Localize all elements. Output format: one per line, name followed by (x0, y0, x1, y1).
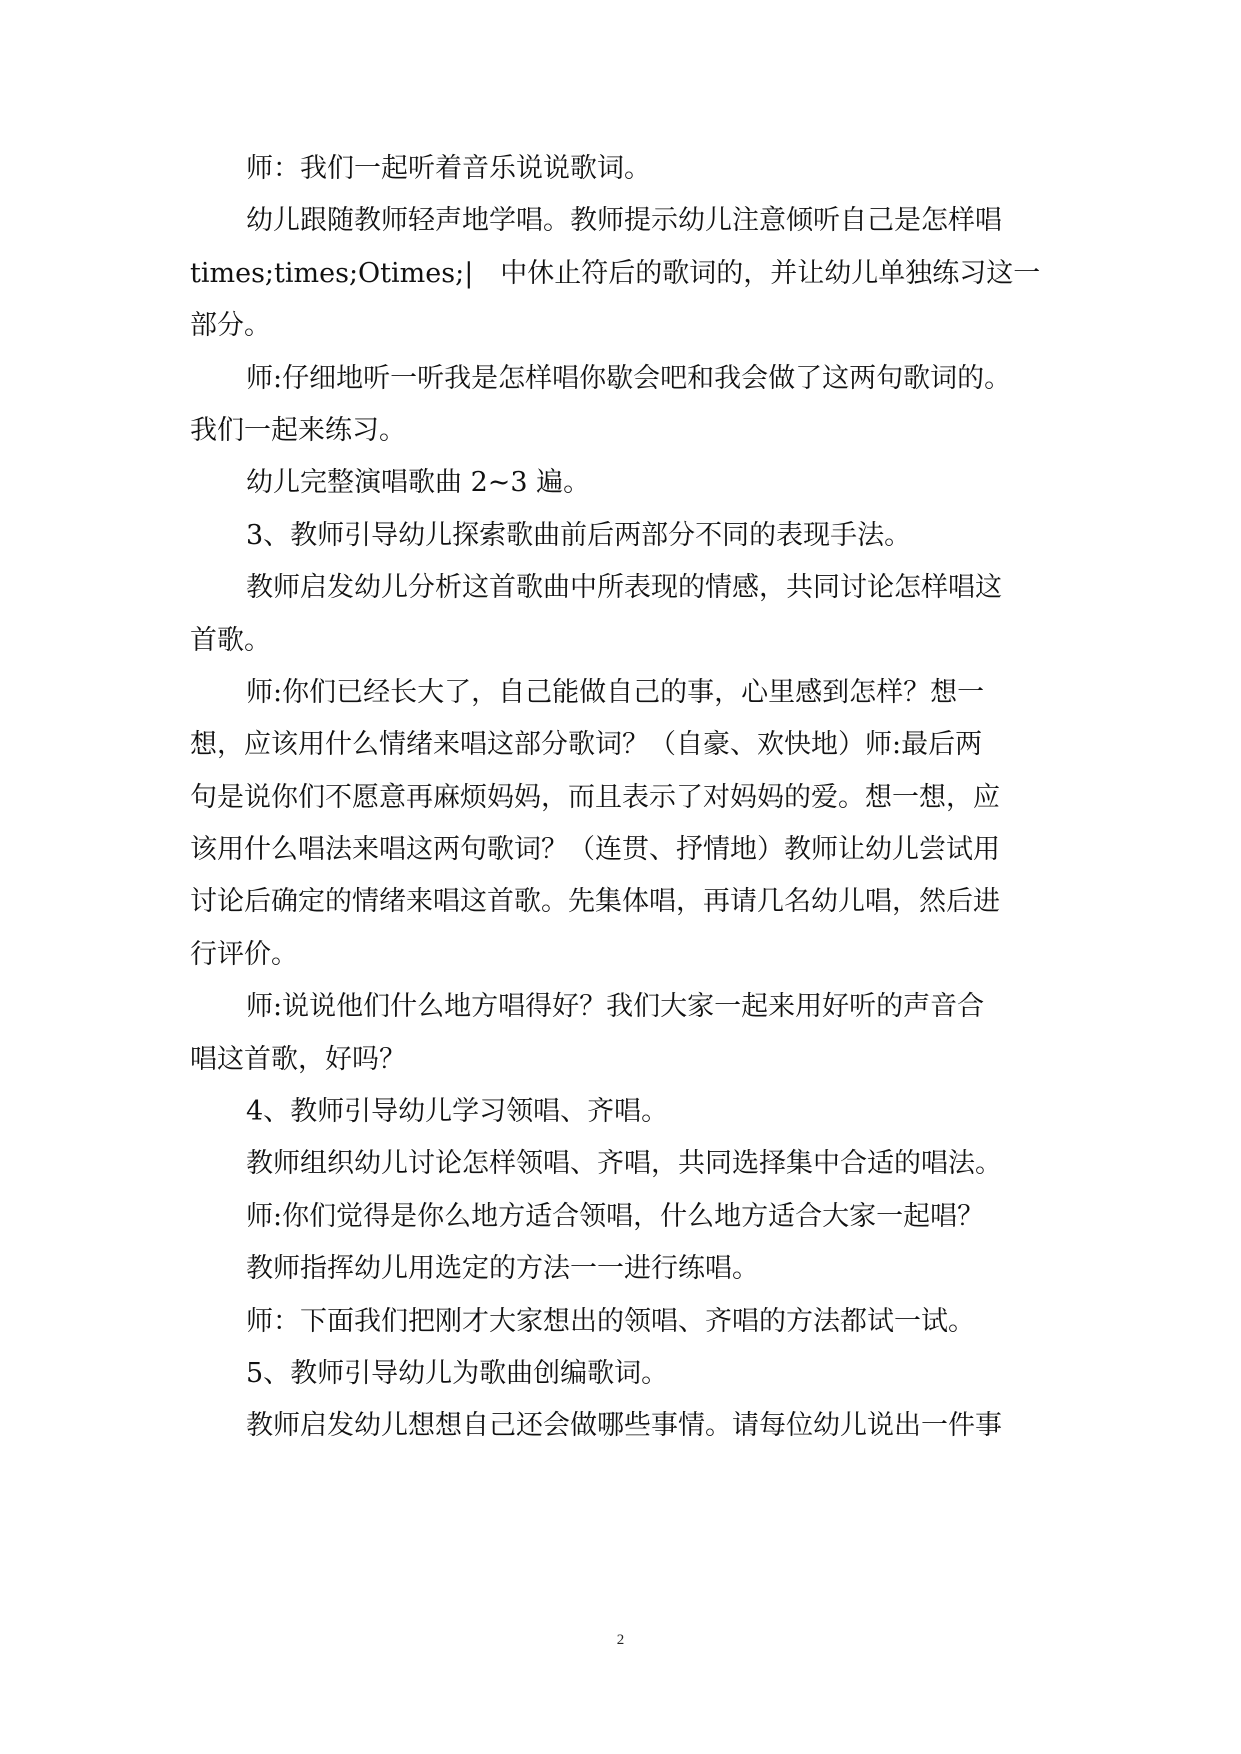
body-text (190, 143, 1050, 1453)
text-line: 行评价。 (190, 938, 298, 970)
text-line: 师:仔细地听一听我是怎样唱你歇会吧和我会做了这两句歌词的。 (246, 362, 1012, 394)
text-line: 师:说说他们什么地方唱得好？我们大家一起来用好听的声音合 (246, 991, 985, 1023)
page-number: 2 (616, 1632, 625, 1648)
text-line: 师：我们一起听着音乐说说歌词。 (246, 153, 651, 184)
text-line: 师:你们觉得是你么地方适合领唱，什么地方适合大家一起唱？ (246, 1200, 985, 1232)
text-line: 该用什么唱法来唱这两句歌词？（连贯、抒情地）教师让幼儿尝试用 (190, 834, 1000, 866)
text-line: 教师指挥幼儿用选定的方法一一进行练唱。 (246, 1253, 759, 1285)
text-line: 5、教师引导幼儿为歌曲创编歌词。 (246, 1357, 669, 1389)
text-line: 句是说你们不愿意再麻烦妈妈，而且表示了对妈妈的爱。想一想，应 (190, 781, 1000, 813)
text-line: 想，应该用什么情绪来唱这部分歌词？（自豪、欢快地）师:最后两 (190, 729, 983, 761)
text-line: 师：下面我们把刚才大家想出的领唱、齐唱的方法都试一试。 (246, 1305, 975, 1337)
text-line: 我们一起来练习。 (190, 414, 406, 446)
text-line: 教师启发幼儿分析这首歌曲中所表现的情感，共同讨论怎样唱这 (246, 572, 1002, 604)
text-line: 教师启发幼儿想想自己还会做哪些事情。请每位幼儿说出一件事 (246, 1410, 1002, 1442)
text-line: 幼儿完整演唱歌曲 2~3 遍。 (246, 467, 591, 499)
text-line: 师:你们已经长大了，自己能做自己的事，心里感到怎样？想一 (246, 676, 985, 708)
text-line: 唱这首歌，好吗？ (190, 1043, 406, 1075)
text-line: 教师组织幼儿讨论怎样领唱、齐唱，共同选择集中合适的唱法。 (246, 1148, 1002, 1180)
text-line: 讨论后确定的情绪来唱这首歌。先集体唱，再请几名幼儿唱，然后进 (190, 886, 1000, 918)
text-line: times;times;Otimes;| 中休止符后的歌词的，并让幼儿单独练习这一 (190, 257, 1041, 289)
text-line: 4、教师引导幼儿学习领唱、齐唱。 (246, 1096, 669, 1128)
text-line: 幼儿跟随教师轻声地学唱。教师提示幼儿注意倾听自己是怎样唱 (246, 205, 1002, 237)
text-line: 部分。 (190, 310, 271, 342)
text-line: 3、教师引导幼儿探索歌曲前后两部分不同的表现手法。 (246, 519, 912, 551)
text-line: 首歌。 (190, 624, 271, 656)
